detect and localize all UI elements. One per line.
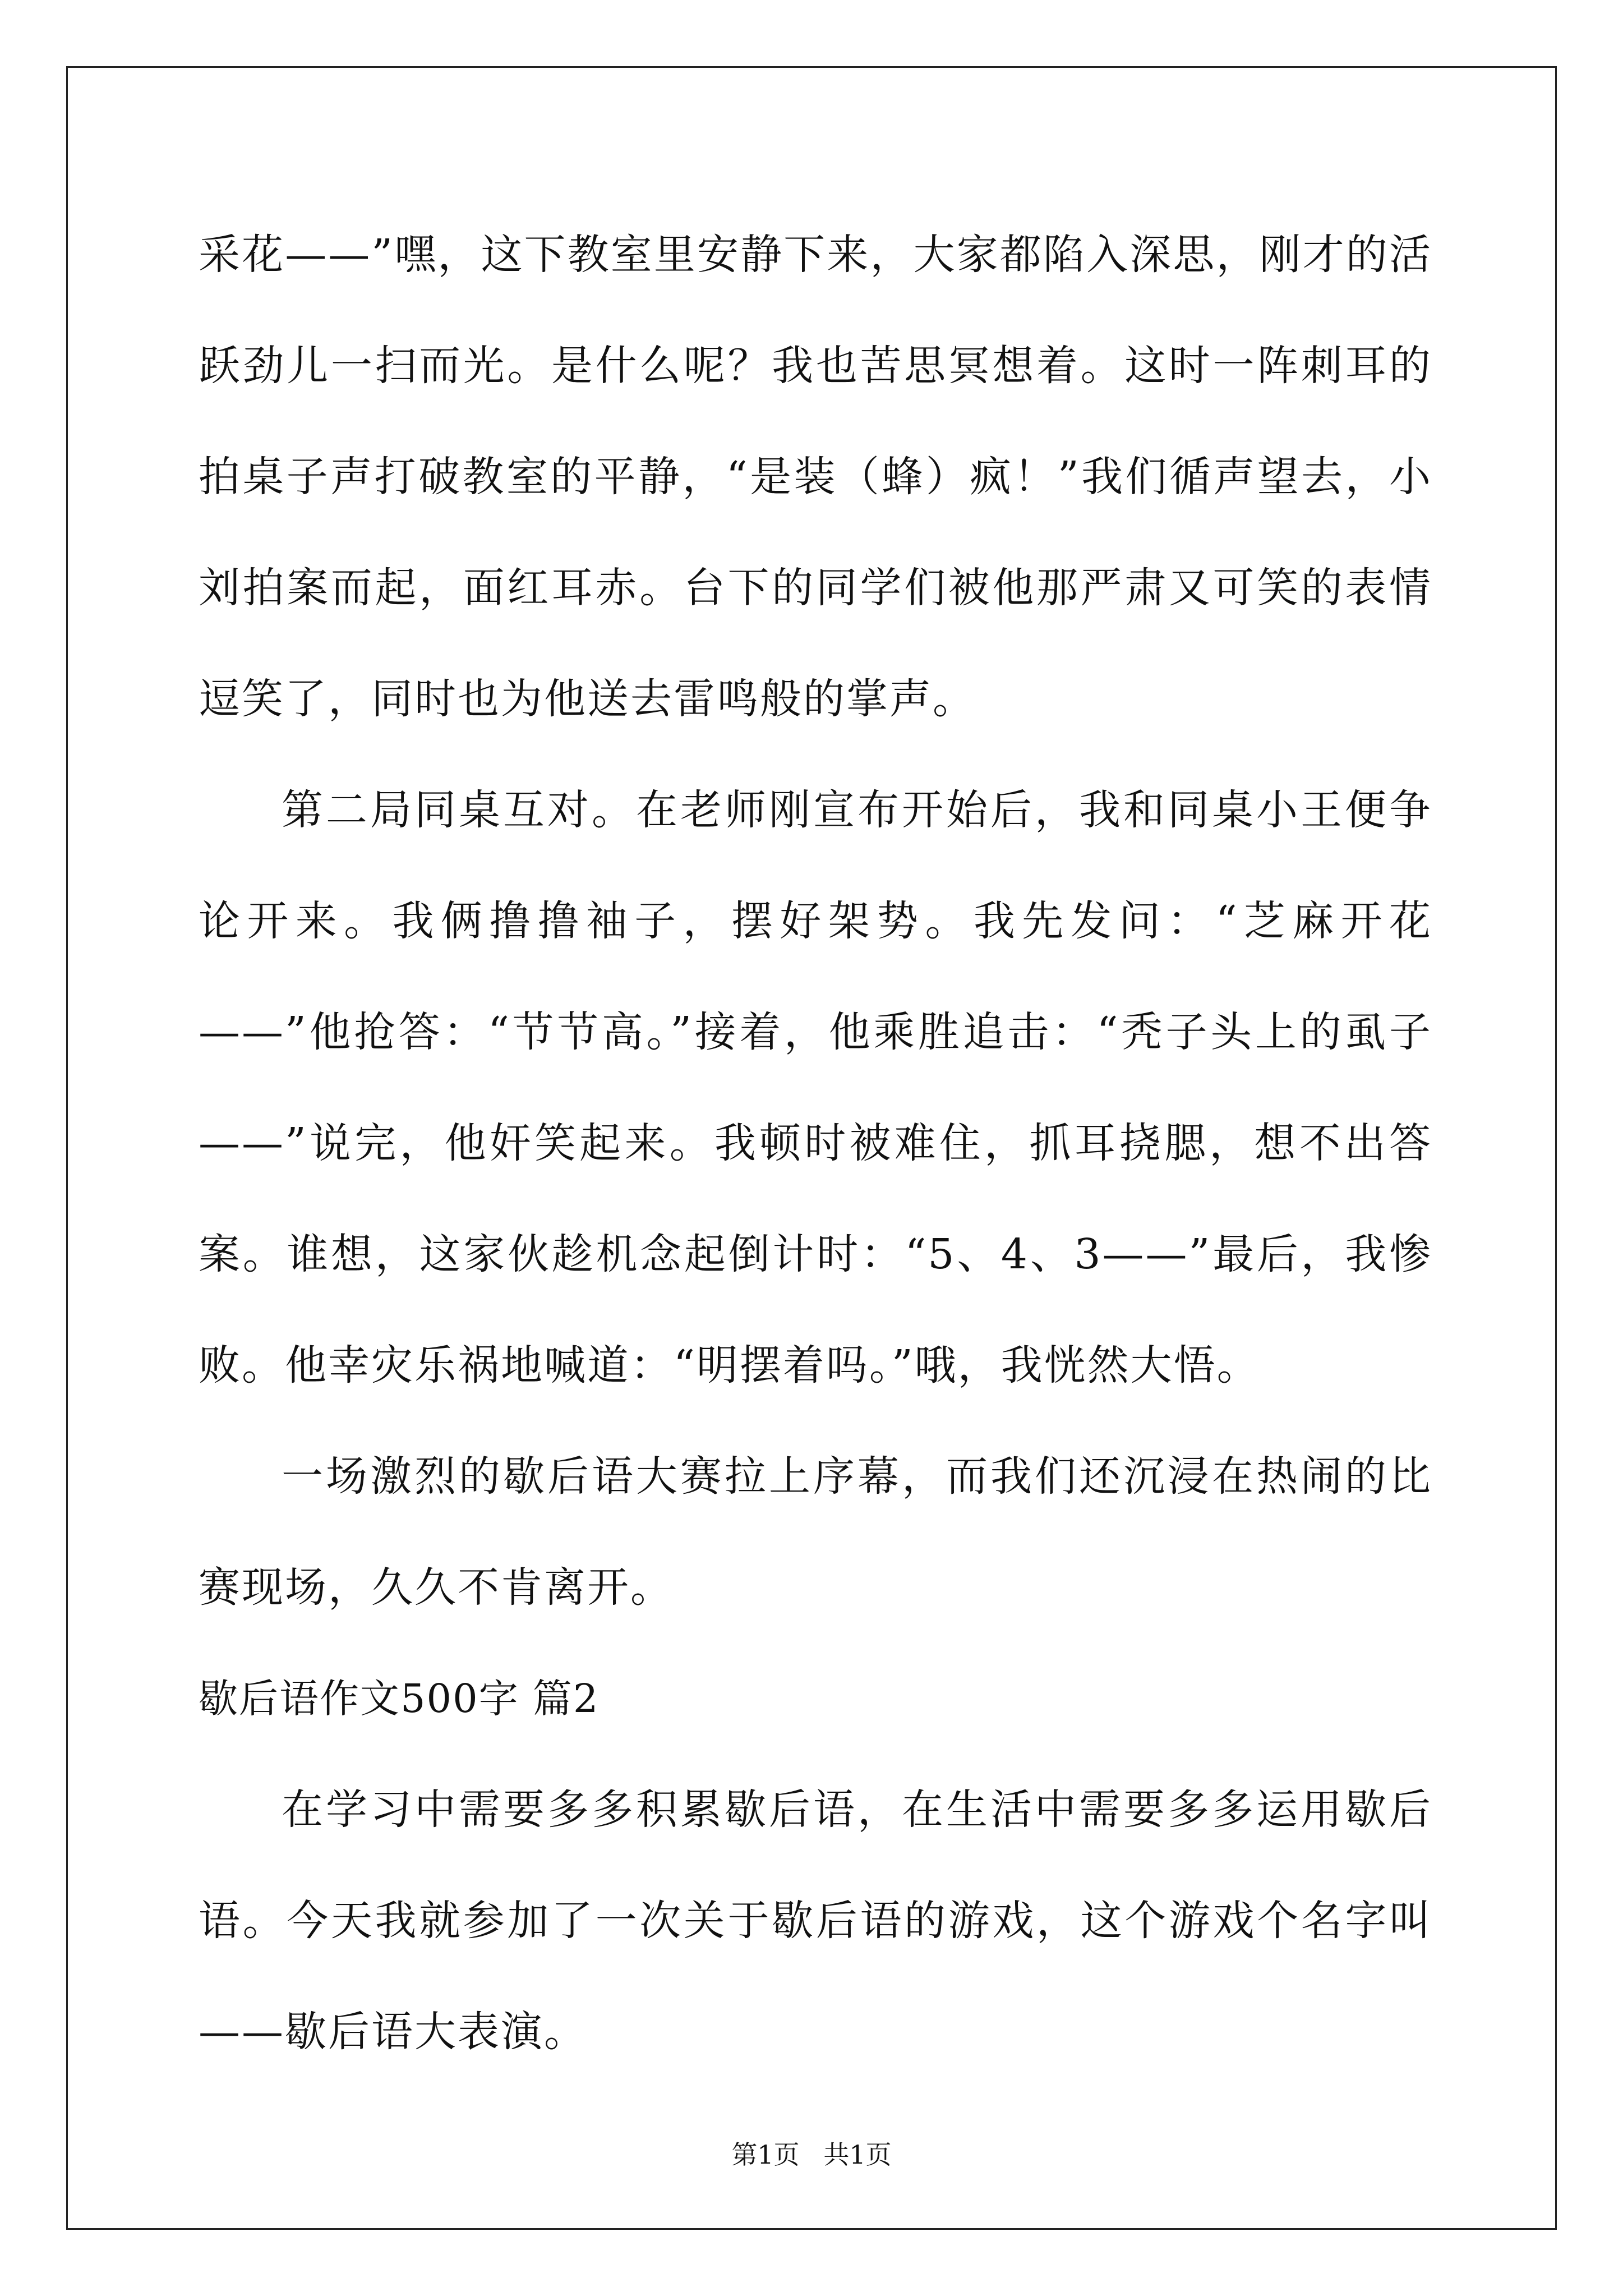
paragraph-3: 一场激烈的歇后语大赛拉上序幕，而我们还沉浸在热闹的比赛现场，久久不肯离开。 [199,1452,1432,1612]
page-total: 共1页 [823,2139,892,2170]
paragraph-1: 采花——”嘿，这下教室里安静下来，大家都陷入深思，刚才的活跃劲儿一扫而光。是什么呢？我也苦思冥想着。这时一阵刺耳的拍桌子声打破教室的平静，“是装（蜂）疯！”我们循声望去，小刘拍案而起，面红耳赤。台下的同学们被他那严肃又可笑的表情逗笑了，同时也为他送去雷鸣般的掌声。 [199,231,1432,723]
paragraph-4: 在学习中需要多多积累歇后语，在生活中需要多多运用歇后语。今天我就参加了一次关于歇后语的游戏，这个游戏个名字叫——歇后语大表演。 [199,1786,1432,2056]
page-footer [0,2134,1623,2171]
section-heading: 歇后语作文500字 篇2 [199,1676,600,1722]
document-body [199,199,1432,2087]
paragraph-2: 第二局同桌互对。在老师刚宣布开始后，我和同桌小王便争论开来。我俩撸撸袖子，摆好架势。我先发问：“芝麻开花——”他抢答：“节节高。”接着，他乘胜追击：“秃子头上的虱子——”说完，他奸笑起来。我顿时被难住，抓耳挠腮，想不出答案。谁想，这家伙趁机念起倒计时：“5、4、3——”最后，我惨败。他幸灾乐祸地喊道：“明摆着吗。”哦，我恍然大悟。 [199,786,1432,1389]
page-number: 第1页 [731,2139,800,2170]
